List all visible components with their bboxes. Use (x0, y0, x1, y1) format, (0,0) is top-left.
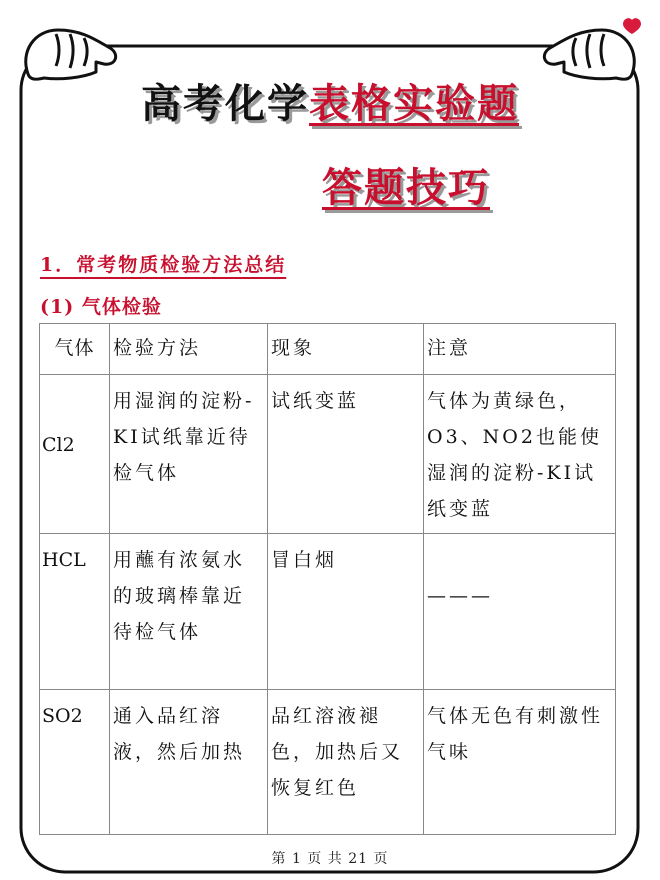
cell-phenomenon: 试纸变蓝 (268, 375, 424, 534)
table-row (40, 534, 616, 690)
header-gas: 气体 (40, 324, 110, 375)
table-header-row (40, 324, 616, 375)
cell-phenomenon: 冒白烟 (268, 534, 424, 690)
title-red-part: 表格实验题 (309, 80, 519, 127)
cell-gas: HCL (40, 534, 110, 690)
sub-heading: (1) 气体检验 (40, 296, 162, 318)
cell-gas: Cl2 (40, 375, 110, 534)
page-title (0, 72, 660, 129)
title-red-line2: 答题技巧 (322, 164, 490, 211)
cell-method: 通入品红溶液，然后加热 (110, 690, 268, 835)
gas-test-table (39, 323, 616, 835)
section-heading: 1．常考物质检验方法总结 (40, 254, 287, 276)
page-title-line2 (322, 156, 490, 213)
cell-method: 用湿润的淀粉-KI试纸靠近待检气体 (110, 375, 268, 534)
empty-dash: ——— (427, 585, 493, 607)
cell-phenomenon: 品红溶液褪色，加热后又恢复红色 (268, 690, 424, 835)
table-row (40, 375, 616, 534)
cell-note: 气体为黄绿色，O3、NO2也能使湿润的淀粉-KI试纸变蓝 (424, 375, 616, 534)
title-black-part: 高考化学 (141, 80, 309, 127)
cell-method: 用蘸有浓氨水的玻璃棒靠近待检气体 (110, 534, 268, 690)
cell-note (424, 534, 616, 690)
heart-icon (623, 18, 641, 34)
cell-gas: SO2 (40, 690, 110, 835)
header-note: 注意 (424, 324, 616, 375)
table-row (40, 690, 616, 835)
cell-note: 气体无色有刺激性气味 (424, 690, 616, 835)
header-phenomenon: 现象 (268, 324, 424, 375)
page-footer: 第 1 页 共 21 页 (271, 851, 389, 867)
header-method: 检验方法 (110, 324, 268, 375)
